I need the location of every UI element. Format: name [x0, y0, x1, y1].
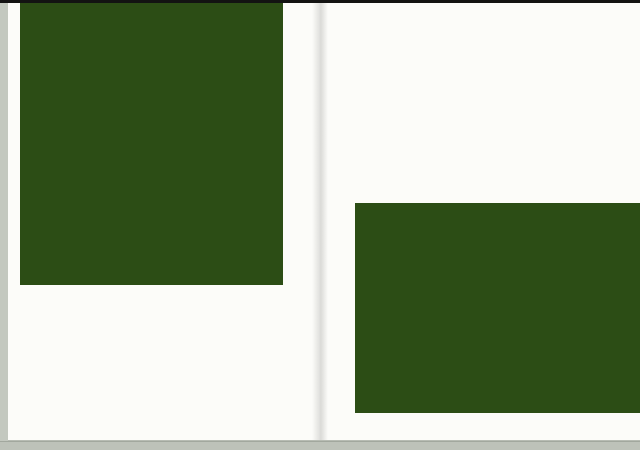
scan-edge-top	[0, 0, 640, 3]
scan-edge-bottom	[0, 441, 640, 450]
left-column-1	[78, 290, 186, 295]
butterfly-weed-photo	[20, 3, 283, 285]
right-column-1	[358, 13, 468, 22]
scan-margin-left	[0, 0, 8, 450]
page-gutter	[312, 3, 328, 440]
aster-photo	[355, 203, 640, 413]
